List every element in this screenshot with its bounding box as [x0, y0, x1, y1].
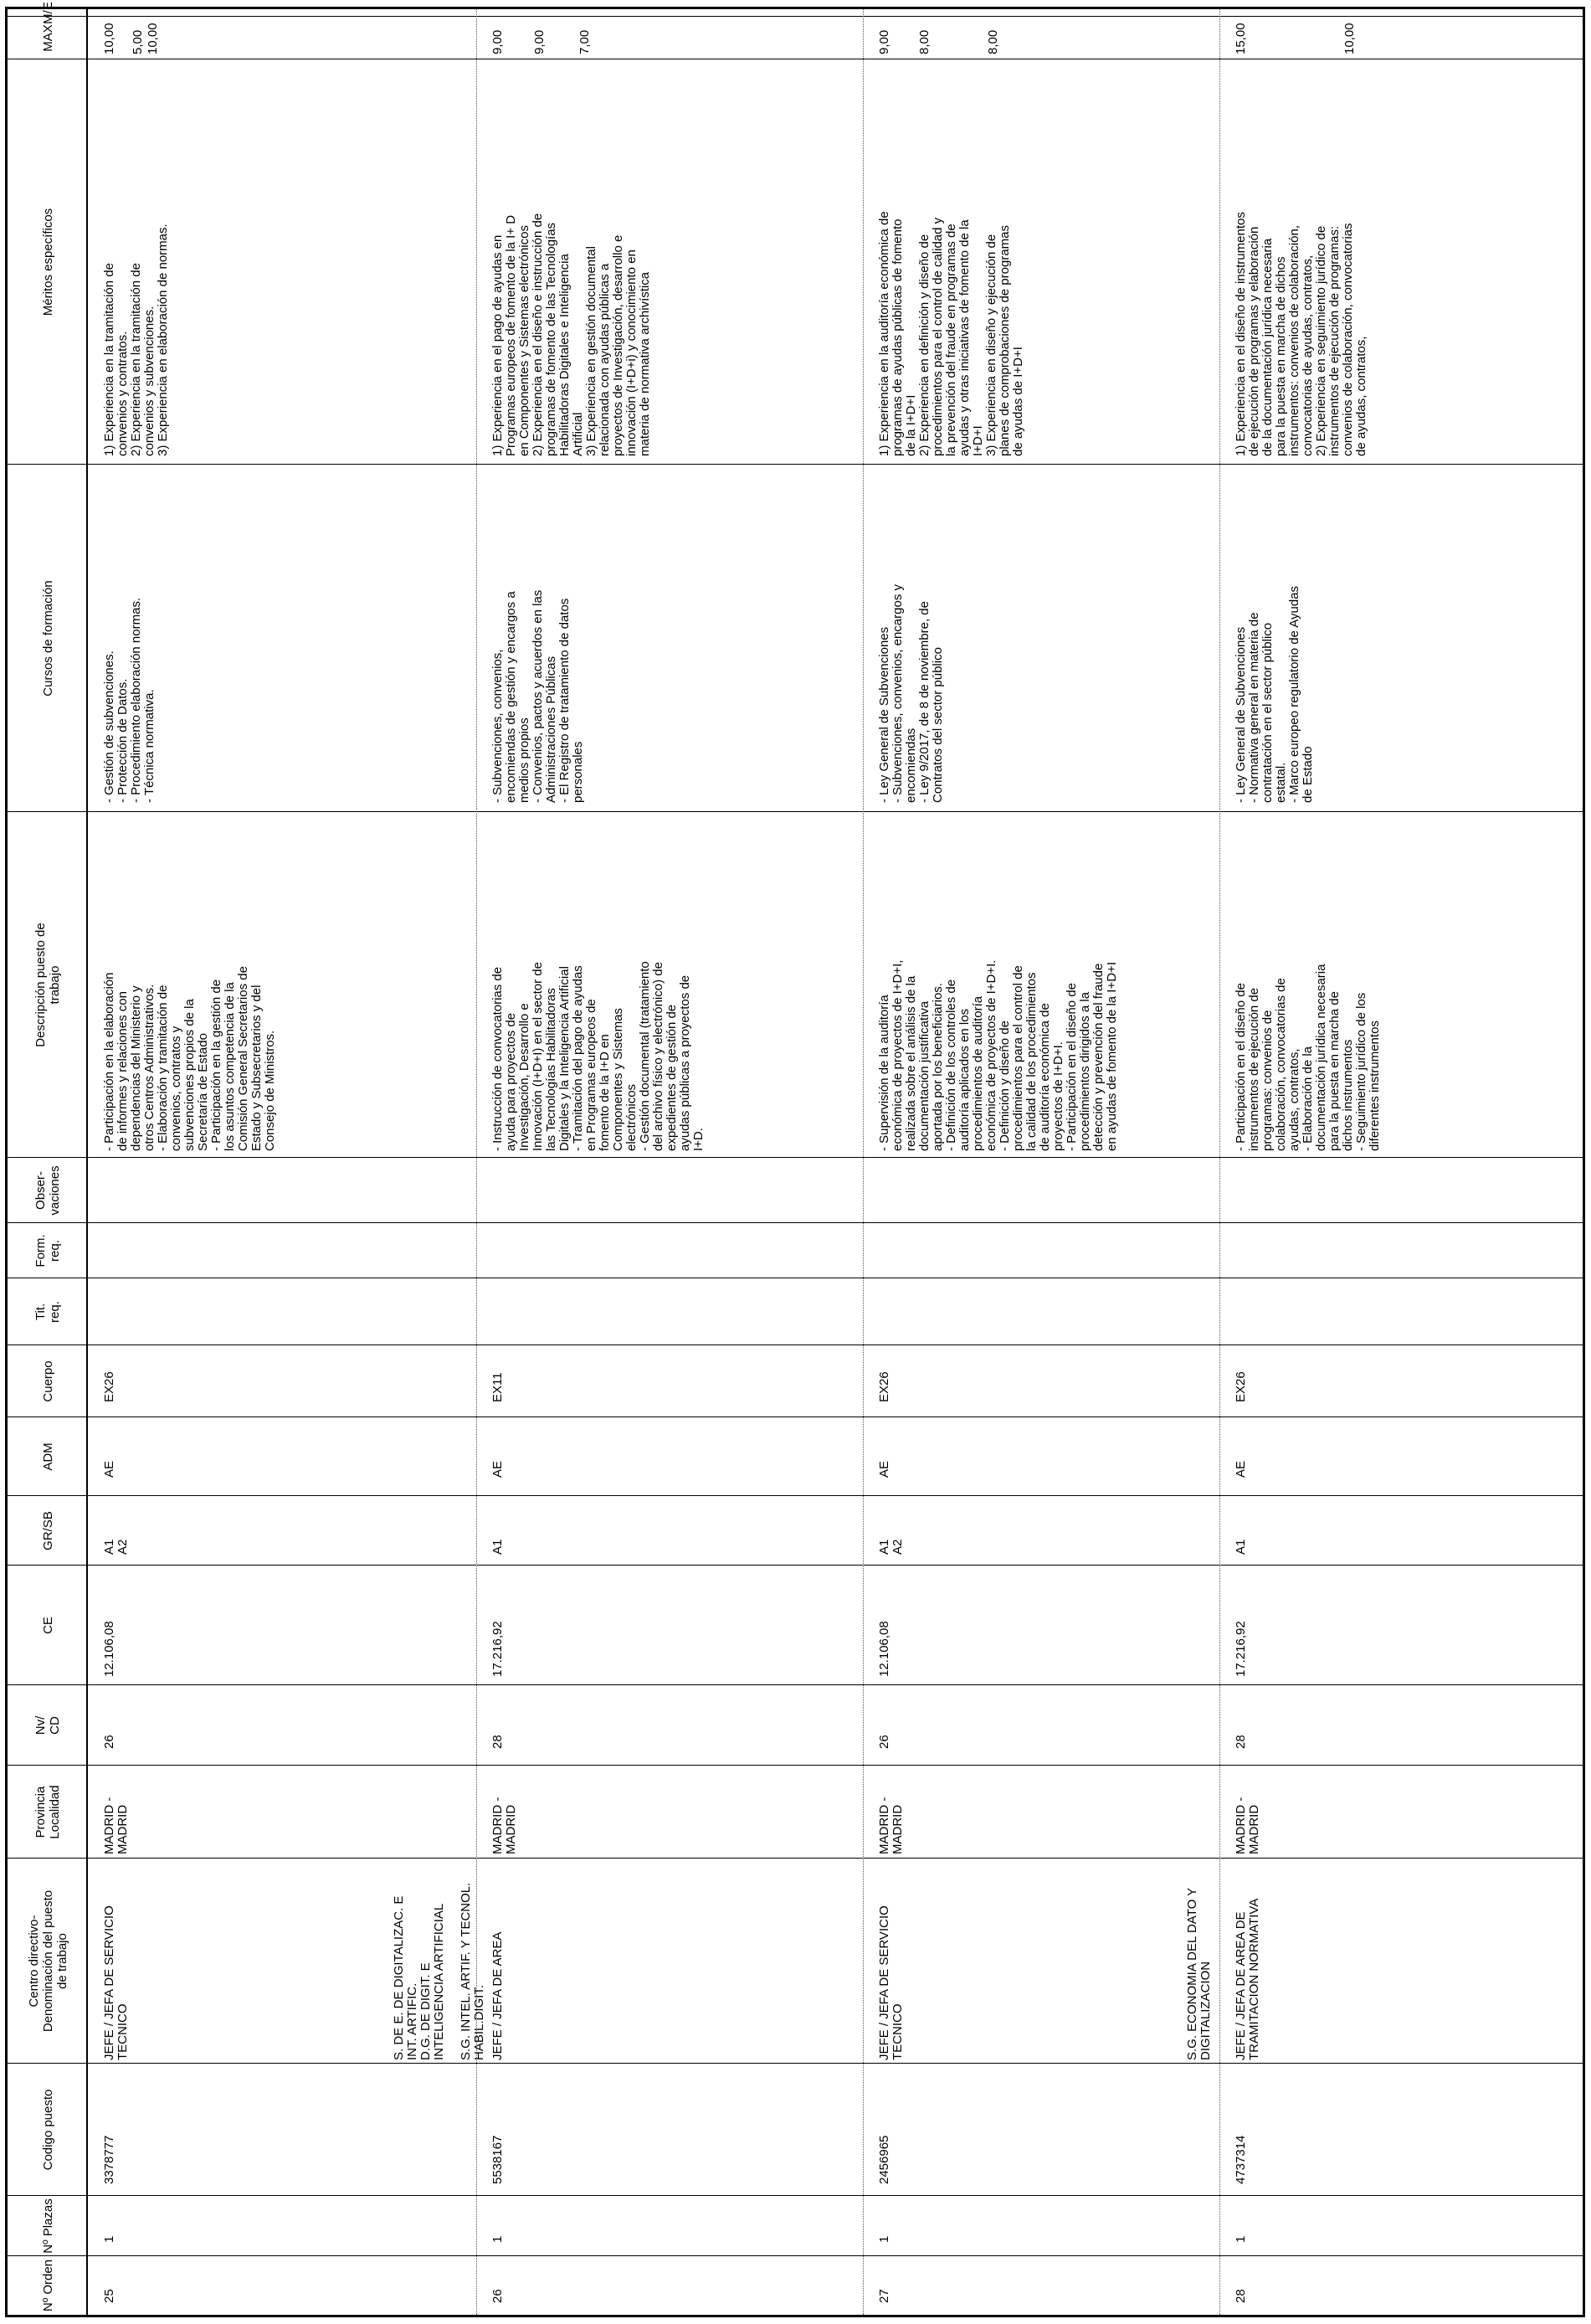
column-divider — [8, 2063, 1583, 2064]
cell-max: 10,00 — [102, 23, 116, 54]
cell-codigo: 3378777 — [102, 2135, 116, 2184]
header-ce: CE — [40, 1617, 55, 1634]
cell-denominacion: JEFE / JEFA DE AREA DE TRAMITACION NORMATIVA — [1234, 1898, 1261, 2060]
header-formacion: Form. req. — [33, 1234, 62, 1267]
cell-nivel: 28 — [1234, 1735, 1248, 1749]
cell-grupo: A1 — [1234, 1539, 1248, 1555]
cell-meritos: 1) Experiencia en la auditoría económica de programas de ayudas públicas de fomento de la I+D+I 2) Experiencia en definición y diseño de procedimientos para el control de calidad y la prevención del fraude en programas de ayudas y otras iniciativas de fomento de la I+D+I 3) Experiencia en diseño y ejecución de planes de comprobaciones de programas de ayudas de I+D+I — [877, 211, 1025, 456]
row-separator — [476, 9, 477, 2315]
cell-adm: AE — [1234, 1460, 1248, 1478]
cell-max: 9,00 — [532, 29, 547, 54]
cell-orden: 27 — [877, 2289, 891, 2303]
cell-codigo: 5538167 — [490, 2135, 505, 2184]
header-orden: Nº Orden — [40, 2259, 55, 2312]
cell-denominacion: JEFE / JEFA DE SERVICIO TECNICO — [877, 1905, 905, 2060]
header-descripcion: Descripción puesto de trabajo — [33, 923, 62, 1047]
cell-cuerpo: EX26 — [1234, 1371, 1248, 1402]
cell-descripcion: - Supervisión de la auditoría económica de proyectos de I+D+I, realizada sobre el análisis de la documentación justificativa aportada por los beneficiarios. - Definición de los controles de auditoría aplicados en los procedimientos de auditoría económica de proyectos de I+D+I. - Definición y diseño de procedimientos para el control de la calidad de los procedimientos de auditoría económica de proyectos de I+D+I. - Participación en el diseño de procedimientos dirigidos a la detección y prevención del fraude en ayudas de fomento de la I+D+I — [877, 959, 1119, 1151]
header-plazas: Nº Plazas — [40, 2198, 55, 2254]
column-divider — [8, 464, 1583, 465]
cell-meritos: 1) Experiencia en la tramitación de convenios y contratos. 2) Experiencia en la tramitación de convenios y subvenciones. 3) Experiencia en elaboración de normas. — [102, 224, 170, 456]
header-nivel: Nv/ CD — [33, 1715, 62, 1735]
header-observaciones: Obser- vaciones — [33, 1165, 62, 1216]
header-provincia: Provincia Localidad — [33, 1785, 62, 1839]
row-separator — [1219, 9, 1220, 2315]
cell-max: 9,00 — [490, 29, 505, 54]
cell-codigo: 4737314 — [1234, 2135, 1248, 2184]
cell-max: 8,00 — [917, 29, 932, 54]
cell-cursos: - Subvenciones, convenios, encomiendas de gestión y encargos a medios propios - Convenios, pactos y acuerdos en las Administraciones Públicas - El Registro de tratamiento de datos personales — [490, 589, 585, 803]
cell-max: 5,00 — [131, 29, 145, 54]
cell-localidad: MADRID - MADRID — [877, 1797, 905, 1854]
cell-meritos: 1) Experiencia en el pago de ayudas en Programas europeos de fomento de la I+ D en Componentes y Sistemas electrónicos 2) Experiencia en el diseño e instrucción de programas de fomento de las Tecnologías Habilitadoras Digitales e Inteligencia Artificial 3) Experiencia en gestión documental relacionada con ayudas públicas a proyectos de Investigación, desarrollo e innovación (I+D+i) y conocimiento en materia de normativa archivística — [490, 213, 652, 456]
cell-orden: 25 — [102, 2289, 116, 2303]
cell-denominacion: JEFE / JEFA DE AREA — [490, 1931, 505, 2060]
cell-grupo: A1 A2 — [877, 1539, 905, 1555]
cell-ce: 12.106,08 — [877, 1621, 891, 1677]
cell-grupo: A1 A2 — [102, 1539, 130, 1555]
cell-descripcion: - Participación en la elaboración de informes y relaciones con dependencias del Ministerio y otros Centros Administrativos. - Elaboración y tramitación de convenios, contratos y subvenciones propios de la Secretaría de Estado - Participación en la gestión de los asuntos competencia de la Comisión General Secretarios de Estado y Subsecretarios y del Consejo de Ministros. — [102, 966, 277, 1151]
cell-plazas: 1 — [1234, 2235, 1248, 2243]
cell-orden: 28 — [1234, 2289, 1248, 2303]
cell-meritos: 1) Experiencia en el diseño de instrumentos de ejecución de programas y elaboración de la documentación jurídica necesaria para la puesta en marcha de dichos instrumentos: convenios de colaboración, convocatorias de ayudas, contratos, 2) Experiencia en seguimiento jurídico de instrumentos de ejecución de programas: convenios de colaboración, convocatorias de ayudas, contratos, — [1234, 212, 1368, 456]
cell-max: 15,00 — [1234, 23, 1248, 54]
cell-orden: 26 — [490, 2289, 505, 2303]
cell-cuerpo: EX26 — [102, 1371, 116, 1402]
job-positions-table — [5, 2, 1585, 2317]
column-divider — [8, 2255, 1583, 2256]
cell-cursos: - Ley General de Subvenciones - Normativa general en materia de contratación en el sector público estatal. - Marco europeo regulatorio de Ayudas de Estado — [1234, 585, 1315, 803]
header-grupo: GR/SB — [40, 1511, 55, 1550]
cell-descripcion: - Instrucción de convocatorias de ayuda para proyectos de Investigación, Desarrollo e Innovación (I+D+I) en el sector de las Tecnologías Habilitadoras Digitales y la Inteligencia Artificial - Tramitación del pago de ayudas en Programas europeos de fomento de la I+D en Componentes y Sistemas electrónicos - Gestión documental (tratamiento del archivo físico y electrónico) de expedientes de gestión de ayudas públicas a proyectos de I+D. — [490, 961, 706, 1151]
column-divider — [8, 16, 1583, 17]
cell-max: 7,00 — [577, 29, 592, 54]
cell-cursos: - Gestión de subvenciones. - Protección de Datos. - Procedimiento elaboración normas. - Técnica normativa. — [102, 597, 157, 803]
cell-plazas: 1 — [490, 2235, 505, 2243]
column-divider — [8, 1765, 1583, 1766]
header-codigo: Codigo puesto — [40, 2089, 55, 2171]
header-meritos: Méritos específicos — [40, 208, 55, 316]
cell-ce: 17.216,92 — [490, 1621, 505, 1677]
cell-cuerpo: EX11 — [490, 1372, 505, 1402]
column-divider — [8, 1157, 1583, 1158]
cell-cuerpo: EX26 — [877, 1371, 891, 1402]
cell-cursos: - Ley General de Subvenciones - Subvenciones, convenios, encargos y encomiendas - Ley 9/2017, de 8 de noviembre, de Contratos del sector público — [877, 584, 945, 803]
cell-max: 8,00 — [986, 29, 1000, 54]
cell-grupo: A1 — [490, 1539, 505, 1555]
cell-nivel: 26 — [102, 1735, 116, 1749]
cell-adm: AE — [877, 1460, 891, 1478]
cell-denominacion: JEFE / JEFA DE SERVICIO TECNICO — [102, 1905, 130, 2060]
header-centro: Centro directivo- Denominación del puesto de trabajo — [26, 1890, 69, 2033]
cell-plazas: 1 — [102, 2235, 116, 2243]
header-adm: ADM — [40, 1442, 55, 1471]
table-header — [8, 2, 88, 2315]
column-divider — [8, 1858, 1583, 1859]
cell-nivel: 28 — [490, 1735, 505, 1749]
header-cuerpo: Cuerpo — [40, 1360, 55, 1402]
header-titulacion: Tit. req. — [33, 1301, 62, 1323]
cell-ce: 17.216,92 — [1234, 1621, 1248, 1677]
cell-localidad: MADRID - MADRID — [1234, 1797, 1261, 1854]
cell-codigo: 2456965 — [877, 2135, 891, 2184]
cell-max: 9,00 — [877, 29, 891, 54]
cell-unidad: S. DE E. DE DIGITALIZAC. E INT. ARTIFIC. D.G. DE DIGIT. E INTELIGENCIA ARTIFICIAL S.G. INTEL. ARTIF. Y TECNOL. HABIL.DIGIT. — [392, 1882, 486, 2060]
column-divider — [8, 1495, 1583, 1496]
header-me: M/E — [40, 2, 55, 24]
cell-localidad: MADRID - MADRID — [102, 1797, 130, 1854]
column-divider — [8, 1565, 1583, 1566]
column-divider — [8, 2195, 1583, 2196]
cell-max: 10,00 — [146, 23, 160, 54]
cell-max: 10,00 — [1342, 23, 1357, 54]
cell-localidad: MADRID - MADRID — [490, 1797, 518, 1854]
header-max: MAX — [40, 24, 55, 52]
cell-descripcion: - Participación en el diseño de instrumentos de ejecución de programas: convenios de colaboración, convocatorias de ayudas, contratos, - Elaboración de la documentación jurídica necesaria para la puesta en marcha de dichos instrumentos - Seguimiento jurídico de los diferentes instrumentos — [1234, 964, 1382, 1151]
cell-adm: AE — [102, 1460, 116, 1478]
cell-ce: 12.106,08 — [102, 1621, 116, 1677]
cell-unidad: S.G. ECONOMIA DEL DATO Y DIGITALIZACION — [1185, 1887, 1213, 2060]
column-divider — [8, 1222, 1583, 1223]
header-cursos: Cursos de formación — [40, 580, 55, 697]
cell-plazas: 1 — [877, 2235, 891, 2243]
cell-nivel: 26 — [877, 1735, 891, 1749]
cell-adm: AE — [490, 1460, 505, 1478]
row-separator — [863, 9, 864, 2315]
column-divider — [8, 811, 1583, 812]
column-divider — [8, 1684, 1583, 1685]
